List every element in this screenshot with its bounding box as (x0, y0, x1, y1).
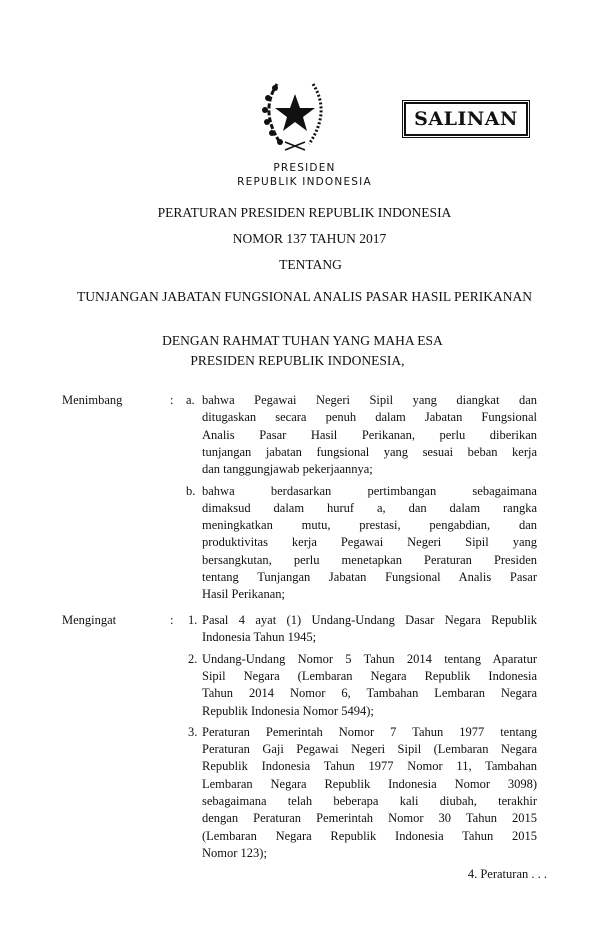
list-item-marker: a. (186, 393, 195, 407)
section-colon: : (170, 393, 174, 407)
garuda-emblem-icon (255, 72, 335, 156)
list-item-marker: 2. (188, 651, 198, 666)
list-item-line: Analis Pasar Hasil Perikanan, perlu diberikan (202, 427, 537, 442)
president-label: PRESIDEN (273, 162, 336, 174)
list-item-line: Peraturan Pemerintah Nomor 7 Tahun 1977 tentang (202, 724, 537, 739)
republic-label: REPUBLIK INDONESIA (237, 176, 372, 188)
president-declaration: PRESIDEN REPUBLIK INDONESIA, (190, 353, 405, 368)
list-item-line: dengan Peraturan Pemerintah Nomor 30 Tahun 2015 (202, 811, 537, 826)
list-item-line: Hasil Perikanan; (202, 587, 285, 602)
list-item-line: sebagaimana telah beberapa kali diubah, terakhir (202, 794, 537, 808)
list-item-line: Indonesia Tahun 1945; (202, 630, 317, 645)
page-continuation: 4. Peraturan . . . (467, 867, 547, 881)
section-colon: : (170, 613, 174, 627)
list-item-line: Peraturan Gaji Pegawai Negeri Sipil (Lembaran Negara (202, 742, 537, 757)
list-item-line: tunjangan jabatan fungsional yang sesuai beban kerja (202, 444, 537, 459)
salinan-stamp: SALINAN (404, 102, 528, 136)
about-heading: TENTANG (279, 257, 342, 272)
list-item-marker: b. (186, 483, 196, 498)
section-label: Mengingat (62, 613, 117, 627)
list-item-line: bersangkutan, perlu menetapkan Peraturan Presiden (202, 552, 537, 567)
list-item-line: Tahun 2014 Nomor 6, Tambahan Lembaran Negara (202, 686, 537, 701)
regulation-title: PERATURAN PRESIDEN REPUBLIK INDONESIA (157, 205, 452, 220)
list-item-marker: 3. (188, 724, 198, 739)
list-item-line: ditugaskan secara penuh dalam Jabatan Fungsional (202, 410, 537, 425)
list-item-line: Undang-Undang Nomor 5 Tahun 2014 tentang Aparatur (202, 651, 537, 666)
list-item-line: meningkatkan mutu, prestasi, pengabdian, dan (202, 518, 537, 533)
regulation-subject: TUNJANGAN JABATAN FUNGSIONAL ANALIS PASAR HASIL PERIKANAN (77, 289, 532, 304)
grace-formula: DENGAN RAHMAT TUHAN YANG MAHA ESA (162, 333, 443, 348)
regulation-number: NOMOR 137 TAHUN 2017 (232, 231, 387, 246)
list-item-marker: 1. (188, 613, 198, 627)
list-item-line: Lembaran Negara Republik Indonesia Nomor 3098) (202, 776, 537, 791)
section-label: Menimbang (62, 393, 123, 407)
list-item-line: Nomor 123); (202, 845, 267, 860)
list-item-line: Republik Indonesia Nomor 5494); (202, 703, 374, 718)
list-item-line: dimaksud dalam huruf a, dan dalam rangka (202, 500, 537, 515)
list-item-line: bahwa berdasarkan pertimbangan sebagaimana (202, 483, 537, 498)
list-item-line: tentang Tunjangan Jabatan Fungsional Analis Pasar (202, 570, 537, 584)
list-item-line: Republik Indonesia Tahun 1977 Nomor 11, Tambahan (202, 759, 537, 774)
list-item-line: bahwa Pegawai Negeri Sipil yang diangkat dan (202, 393, 537, 407)
list-item-line: dan tanggungjawab pekerjaannya; (202, 462, 373, 477)
list-item-line: produktivitas kerja Pegawai Negeri Sipil yang (202, 535, 537, 550)
list-item-line: (Lembaran Negara Republik Indonesia Tahun 2015 (202, 828, 537, 843)
list-item-line: Sipil Negara (Lembaran Negara Republik Indonesia (202, 668, 537, 683)
list-item-line: Pasal 4 ayat (1) Undang-Undang Dasar Negara Republik (202, 613, 537, 627)
